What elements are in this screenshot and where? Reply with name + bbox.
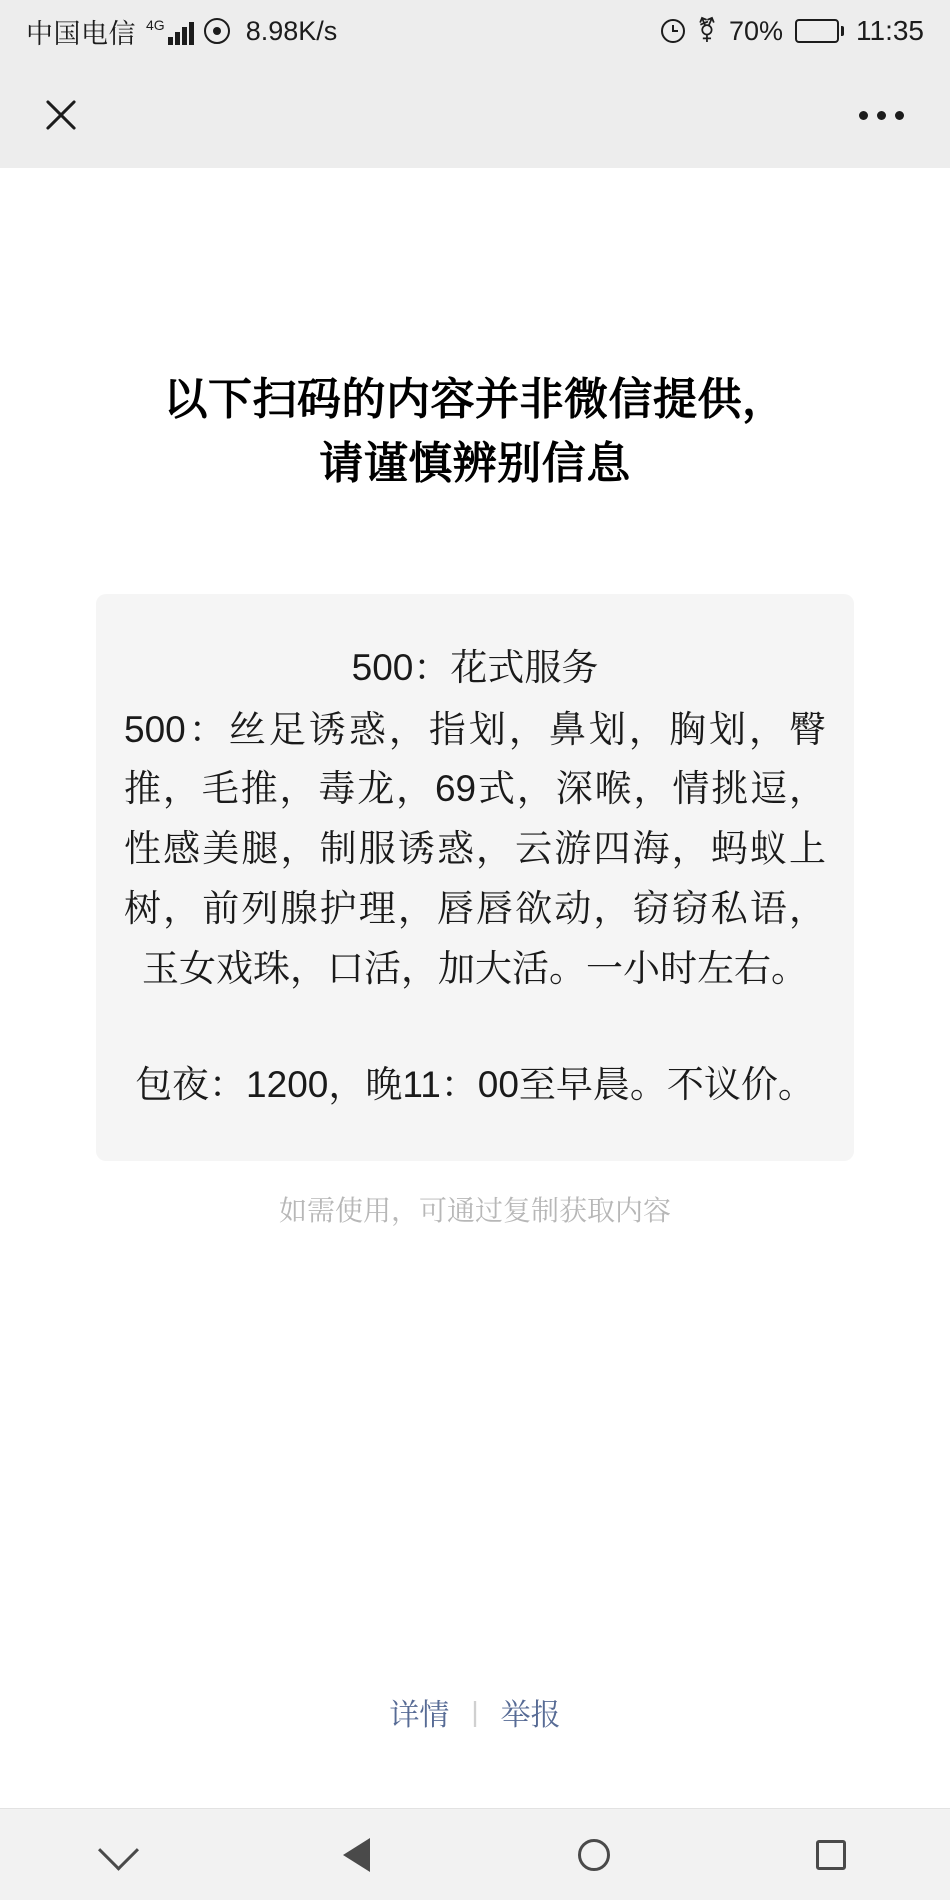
status-bar-right xyxy=(661,15,924,47)
system-navigation-bar xyxy=(0,1808,950,1900)
home-circle-icon xyxy=(578,1839,610,1871)
network-type-label: 4G xyxy=(146,17,165,33)
clock-label: 11:35 xyxy=(856,15,924,46)
copy-hint-label: 如需使用，可通过复制获取内容 xyxy=(278,1195,671,1227)
report-link[interactable]: 举报 xyxy=(500,1699,561,1732)
bluetooth-icon: ⚧ xyxy=(696,17,717,44)
scanned-content-card xyxy=(96,594,854,1162)
close-icon[interactable] xyxy=(36,90,86,140)
card-body-text: 500：丝足诱惑，指划，鼻划，胸划，臀推，毛推，毒龙，69式，深喉，情挑逗，性感美腿，制服诱惑，云游四海，蚂蚁上树，前列腺护理，唇唇欲动，窃窃私语，玉女戏珠，口活，加大活。一小时左右。 xyxy=(124,708,826,990)
battery-cap xyxy=(841,26,844,36)
hotspot-icon xyxy=(204,18,230,44)
battery-percent-label: 70% xyxy=(728,15,783,46)
home-button[interactable] xyxy=(534,1809,654,1901)
webview-nav-bar xyxy=(0,62,950,168)
signal-bars-glyph xyxy=(168,21,194,45)
recents-button[interactable] xyxy=(771,1809,891,1901)
alarm-clock-icon xyxy=(661,19,685,43)
warning-line-2: 请谨慎辨别信息 xyxy=(319,438,631,488)
back-triangle-icon xyxy=(343,1838,370,1872)
chevron-down-icon xyxy=(98,1830,139,1871)
signal-bars-icon xyxy=(146,17,194,45)
details-link[interactable]: 详情 xyxy=(389,1699,450,1732)
status-bar-left xyxy=(26,12,337,51)
warning-line-1: 以下扫码的内容并非微信提供， xyxy=(163,375,787,424)
data-speed-label: 8.98K/s xyxy=(245,15,338,46)
more-dot xyxy=(877,111,886,120)
card-first-line: 500：花式服务 xyxy=(351,646,599,688)
hide-keyboard-button[interactable] xyxy=(59,1809,179,1901)
back-button[interactable] xyxy=(296,1809,416,1901)
footer-divider: | xyxy=(471,1696,479,1727)
page-content xyxy=(0,368,950,1229)
card-night-text: 包夜：1200，晚11：00至早晨。不议价。 xyxy=(135,1064,815,1106)
more-options-icon[interactable] xyxy=(849,101,914,130)
recents-square-icon xyxy=(816,1840,846,1870)
more-dot xyxy=(895,111,904,120)
page-title xyxy=(96,368,854,496)
status-bar xyxy=(0,0,950,62)
battery-body xyxy=(795,19,839,43)
battery-icon xyxy=(795,19,844,43)
more-dot xyxy=(859,111,868,120)
carrier-label: 中国电信 xyxy=(26,18,136,49)
footer-links xyxy=(0,1690,950,1734)
